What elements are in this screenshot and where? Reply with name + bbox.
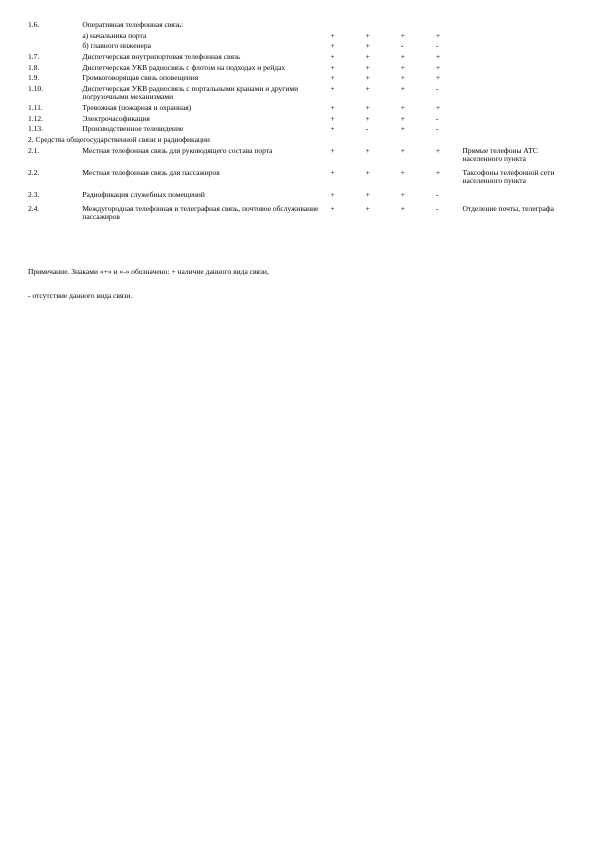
row-number: 2.4. [28, 203, 40, 213]
row-note [463, 124, 568, 135]
row-mark: + [365, 113, 370, 123]
row-mark: + [435, 62, 441, 72]
row-mark: + [330, 51, 335, 61]
row-number [28, 41, 82, 52]
row-name: Оперативная телефонная связь: [82, 20, 184, 29]
row-number: 1.8. [28, 62, 40, 72]
row-mark: + [330, 203, 335, 213]
row-number: 2.3. [28, 190, 40, 199]
table-row [28, 41, 568, 52]
row-name: Громкоговорящая связь оповещения [82, 73, 199, 83]
row-name: Радиофикация служебных помещений [82, 190, 205, 199]
row-mark [436, 20, 463, 31]
row-mark: + [330, 30, 335, 40]
row-mark: + [400, 62, 405, 72]
row-mark: + [330, 124, 335, 134]
row-note [463, 52, 568, 63]
table-row [28, 124, 568, 135]
row-note [463, 103, 568, 114]
row-mark: + [400, 167, 405, 177]
row-name: Диспетчерская УКВ радиосвязь с флотом на подходах и рейдах [82, 62, 286, 72]
row-name: б) главного инженера [82, 41, 151, 51]
row-number: 1.10. [28, 83, 43, 93]
table-row [28, 114, 568, 125]
row-mark: + [330, 190, 335, 199]
row-mark: + [330, 41, 335, 51]
row-mark: + [365, 145, 370, 155]
row-mark: + [365, 30, 370, 40]
row-name: Местная телефонная связь для пассажиров [82, 167, 220, 177]
row-mark: + [365, 62, 370, 72]
row-mark: + [400, 73, 405, 83]
row-mark: + [400, 203, 405, 213]
footnote-line-1: Примечание. Знаками «+» и «-» обозначено: + наличие данного вида связи, [28, 267, 269, 276]
row-mark: + [365, 51, 370, 61]
row-mark: + [400, 113, 405, 123]
row-name: а) начальника порта [82, 30, 147, 40]
row-number [28, 31, 82, 42]
row-mark: + [330, 103, 335, 112]
row-number: 1.11. [28, 103, 43, 112]
row-mark: + [400, 145, 405, 155]
table-row [28, 146, 568, 168]
row-mark: - [365, 124, 369, 134]
row-mark: + [330, 83, 335, 93]
row-note [463, 73, 568, 84]
row-number: 2.1. [28, 145, 40, 155]
row-mark: + [330, 167, 335, 177]
row-note [463, 190, 568, 204]
row-name: Междугородная телефонная и телеграфная связь, почтовое обслуживание пассажиров [82, 203, 319, 222]
row-note [463, 114, 568, 125]
row-name: Местная телефонная связь для руководящего состава порта [82, 145, 273, 155]
row-name: Тревожная (пожарная и охранная) [82, 103, 192, 112]
row-mark: + [435, 51, 441, 61]
row-name: Диспетчерская внутрипортовая телефонная связь [82, 51, 241, 61]
row-mark: + [330, 113, 335, 123]
table-section-heading [28, 135, 568, 146]
table-row [28, 84, 568, 103]
row-note [463, 84, 568, 103]
row-mark: + [400, 190, 405, 199]
row-note: Прямые телефоны АТС населенного пункта [462, 145, 538, 164]
communications-table [28, 20, 568, 226]
row-mark: - [435, 83, 439, 93]
row-mark [366, 20, 401, 31]
table-row [28, 190, 568, 204]
row-mark: - [435, 124, 439, 134]
table-body-top [28, 20, 568, 135]
row-mark: - [435, 190, 439, 199]
table-row [28, 20, 568, 31]
table-row [28, 63, 568, 74]
table-row [28, 204, 568, 226]
table-row [28, 31, 568, 42]
row-mark: + [365, 83, 370, 93]
row-mark [330, 20, 365, 31]
row-mark: + [365, 203, 370, 213]
row-mark: + [400, 83, 405, 93]
row-mark: + [435, 167, 441, 177]
table-row [28, 168, 568, 190]
row-note: Таксофоны телефонной сети населенного пункта [462, 167, 555, 186]
row-mark: - [435, 41, 439, 51]
row-mark: + [435, 30, 441, 40]
row-note [463, 41, 568, 52]
row-mark: + [330, 145, 335, 155]
table-body-bottom [28, 146, 568, 226]
row-note [463, 63, 568, 74]
table-row [28, 103, 568, 114]
row-number: 1.13. [28, 124, 43, 134]
row-number: 1.9. [28, 73, 40, 83]
row-number: 2.2. [28, 167, 40, 177]
row-mark: + [365, 73, 370, 83]
row-mark [401, 20, 436, 31]
row-note: Отделение почты, телеграфа [462, 203, 554, 213]
row-mark: + [365, 103, 370, 112]
row-mark: + [400, 124, 405, 134]
row-mark: - [400, 41, 404, 51]
row-mark: - [435, 113, 439, 123]
footnote-line-2: - отсутствие данного вида связи. [28, 291, 133, 300]
row-mark: + [330, 62, 335, 72]
table-row [28, 73, 568, 84]
row-name: Электрочасофикация [82, 113, 150, 123]
row-mark: + [365, 41, 370, 51]
row-mark: + [330, 73, 335, 83]
row-number: 1.12. [28, 113, 43, 123]
row-note [463, 20, 568, 31]
row-mark: + [435, 103, 441, 112]
row-mark: + [400, 51, 405, 61]
row-name: Диспетчерская УКВ радиосвязь с портальными кранами и другими погрузочными механизмами [82, 83, 299, 102]
row-number: 1.6. [28, 20, 40, 29]
row-mark: + [400, 30, 405, 40]
table-row [28, 52, 568, 63]
row-number: 1.7. [28, 51, 40, 61]
row-note [463, 31, 568, 42]
row-mark: + [400, 103, 405, 112]
row-mark: + [365, 190, 370, 199]
row-mark: - [435, 203, 439, 213]
section-2-heading: 2. Средства общегосударственной связи и радиофикации [28, 134, 210, 144]
row-mark: + [365, 167, 370, 177]
row-name: Производственное телевидение [82, 124, 184, 134]
row-mark: + [435, 145, 441, 155]
row-mark: + [435, 73, 441, 83]
